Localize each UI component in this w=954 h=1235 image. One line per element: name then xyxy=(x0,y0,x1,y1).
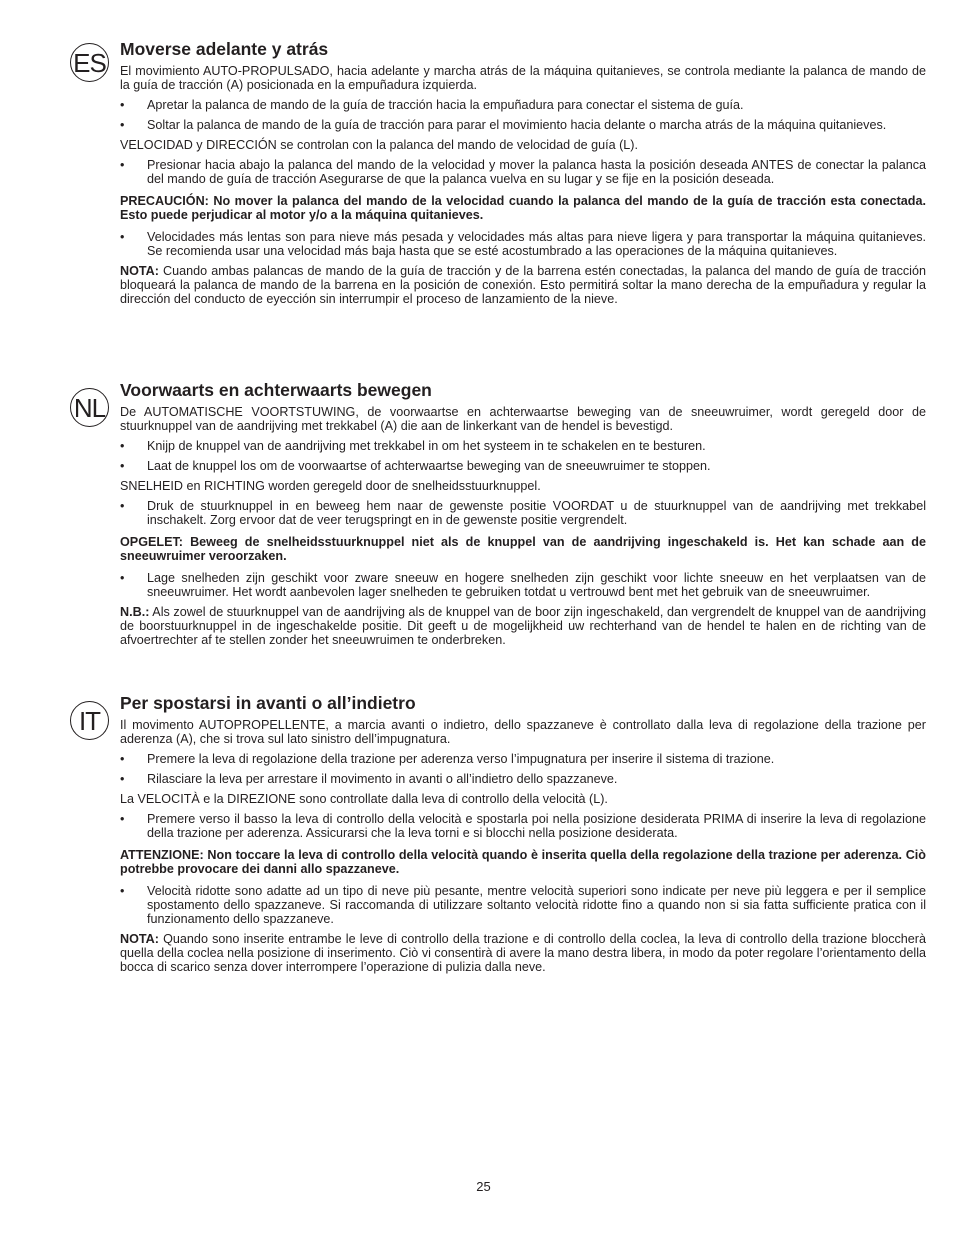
bullet-list xyxy=(120,499,926,527)
bullet-list xyxy=(120,752,926,786)
section-nl-content xyxy=(120,379,926,653)
list-item: • Apretar la palanca de mando de la guía de tracción hacia la empuñadura para conectar el sistema de guía. xyxy=(120,98,926,112)
list-item: • Velocidades más lentas son para nieve más pesada y velocidades más altas para nieve ligera y para transportar la máquina quitanieves. Se recomienda usar una velocidad más baja hasta que se esté acostumbrado a las operaciones de la máquina quitanieves. xyxy=(120,230,926,258)
section-title: Per spostarsi in avanti o all’indietro xyxy=(120,693,416,713)
page-number: 25 xyxy=(476,1179,491,1194)
bullet-list xyxy=(120,158,926,186)
list-item: • Rilasciare la leva per arrestare il movimento in avanti o all’indietro dello spazzaneve. xyxy=(120,772,926,786)
intro-paragraph: El movimiento AUTO-PROPULSADO, hacia adelante y marcha atrás de la máquina quitanieves, se controla mediante la palanca de mando de la guía de tracción (A) posicionada en la empuñadura izquierda. xyxy=(120,64,926,92)
list-item: • Presionar hacia abajo la palanca del mando de la velocidad y mover la palanca hasta la posición deseada ANTES de conectar la palanca del mando de guía de tracción Asegurarse de que la palanca vuelva en su lugar y se fije en la posición deseada. xyxy=(120,158,926,186)
bullet-list xyxy=(120,230,926,258)
section-it-content xyxy=(120,692,926,980)
list-item: • Knijp de knuppel van de aandrijving met trekkabel in om het systeem in te schakelen en te besturen. xyxy=(120,439,926,453)
list-item: • Lage snelheden zijn geschikt voor zware sneeuw en hogere snelheden zijn geschikt voor lichte sneeuw en het verplaatsen van de sneeuwruimer. Het wordt aanbevolen lager snelheden te gebruiken totdat u vertrouwd bent met het gebruik van de sneeuwruimer. xyxy=(120,571,926,599)
paragraph: La VELOCITÀ e la DIREZIONE sono controllate dalla leva di controllo della velocità (L). xyxy=(120,792,608,806)
bullet-list xyxy=(120,884,926,926)
warning-paragraph: OPGELET: Beweeg de snelheidsstuurknuppel niet als de knuppel van de aandrijving ingeschakeld is. Het kan schade aan de sneeuwruimer veroorzaken. xyxy=(120,535,926,563)
bullet-list xyxy=(120,439,926,473)
bullet-list xyxy=(120,812,926,840)
note-text: Als zowel de stuurknuppel van de aandrijving als de knuppel van de boor zijn ingeschakeld, dan vergrendelt de knuppel van de aandrijving de boorstuurknuppel in de ingeschakelde positie. Dit geeft u de mogelijkheid uw rechterhand van de hendel te halen en de richting van de afvoertrechter af te stellen zonder het sneeuwruimen te onderbreken. xyxy=(120,605,926,647)
intro-paragraph: De AUTOMATISCHE VOORTSTUWING, de voorwaartse en achterwaartse beweging van de sneeuwruimer, wordt geregeld door de stuurknuppel van de aandrijving met trekkabel (A) die aan de linkerkant van de hendel is bevestigd. xyxy=(120,405,926,433)
list-item: • Velocità ridotte sono adatte ad un tipo di neve più pesante, mentre velocità superiori sono indicate per neve più leggera e per il semplice spostamento dello spazzaneve. Si raccomanda di utilizzare soltanto velocità ridotte fino a quando non si sia fatta sufficiente pratica con il funzionamento dello spazzaneve. xyxy=(120,884,926,926)
intro-paragraph: Il movimento AUTOPROPELLENTE, a marcia avanti o indietro, dello spazzaneve è controllato dalla leva di regolazione della trazione per aderenza (A), che si trova sul lato sinistro dell’impugnatura. xyxy=(120,718,926,746)
list-item: • Druk de stuurknuppel in en beweeg hem naar de gewenste positie VOORDAT u de stuurknuppel van de aandrijving met trekkabel inschakelt. Zorg ervoor dat de veer terugspringt en in de gewenste positie vergrendelt. xyxy=(120,499,926,527)
note-paragraph xyxy=(120,932,926,974)
paragraph: SNELHEID en RICHTING worden geregeld door de snelheidsstuurknuppel. xyxy=(120,479,541,493)
note-paragraph xyxy=(120,605,926,647)
warning-paragraph: PRECAUCIÓN: No mover la palanca del mando de la velocidad cuando la palanca del mando de la guía de tracción esta conectada. Esto puede perjudicar al motor y/o a la máquina quitanieves. xyxy=(120,194,926,222)
list-item: • Soltar la palanca de mando de la guía de tracción para parar el movimiento hacia delante o marcha atrás de la máquina quitanieves. xyxy=(120,118,926,132)
section-title: Moverse adelante y atrás xyxy=(120,39,329,59)
bullet-list xyxy=(120,98,926,132)
list-item: • Premere verso il basso la leva di controllo della velocità e spostarla poi nella posizione desiderata PRIMA di inserire la leva di regolazione della trazione per aderenza. Assicurarsi che la leva torni e si blocchi nella posizione desiderata. xyxy=(120,812,926,840)
note-paragraph xyxy=(120,264,926,306)
section-es-content xyxy=(120,38,926,312)
warning-paragraph: ATTENZIONE: Non toccare la leva di controllo della velocità quando è inserita quella della regolazione della trazione per aderenza. Ciò potrebbe provocare dei danni allo spazzaneve. xyxy=(120,848,926,876)
section-title: Voorwaarts en achterwaarts bewegen xyxy=(120,380,432,400)
bullet-list xyxy=(120,571,926,599)
note-text: Quando sono inserite entrambe le leve di controllo della trazione e di controllo della coclea, la leva di controllo della trazione bloccherà quella della coclea nella posizione di inserimento. Ciò vi consentirà di avere la mano destra libera, in modo da poter regolare l’orientamento della bocca di scarico senza dover interrompere l’operazione di pulizia dalla neve. xyxy=(120,932,926,974)
language-badge-es: ES xyxy=(70,43,109,82)
list-item: • Laat de knuppel los om de voorwaartse of achterwaartse beweging van de sneeuwruimer te stoppen. xyxy=(120,459,926,473)
note-text: Cuando ambas palancas de mando de la guía de tracción y de la barrena estén conectadas, la palanca del mando de guía de tracción bloqueará la palanca de mando de la barrena en la posición de conexión. Esto permitirá soltar la mano derecha de la empuñadura y regular la dirección del conducto de eyección sin interrumpir el proceso de lanzamiento de la nieve. xyxy=(120,264,926,306)
language-badge-nl: NL xyxy=(70,388,109,427)
note-label: NOTA: xyxy=(120,932,159,946)
note-label: N.B.: xyxy=(120,605,150,619)
list-item: • Premere la leva di regolazione della trazione per aderenza verso l’impugnatura per inserire il sistema di trazione. xyxy=(120,752,926,766)
note-label: NOTA: xyxy=(120,264,159,278)
language-badge-it: IT xyxy=(70,701,109,740)
paragraph: VELOCIDAD y DIRECCIÓN se controlan con la palanca del mando de velocidad de guía (L). xyxy=(120,138,639,152)
